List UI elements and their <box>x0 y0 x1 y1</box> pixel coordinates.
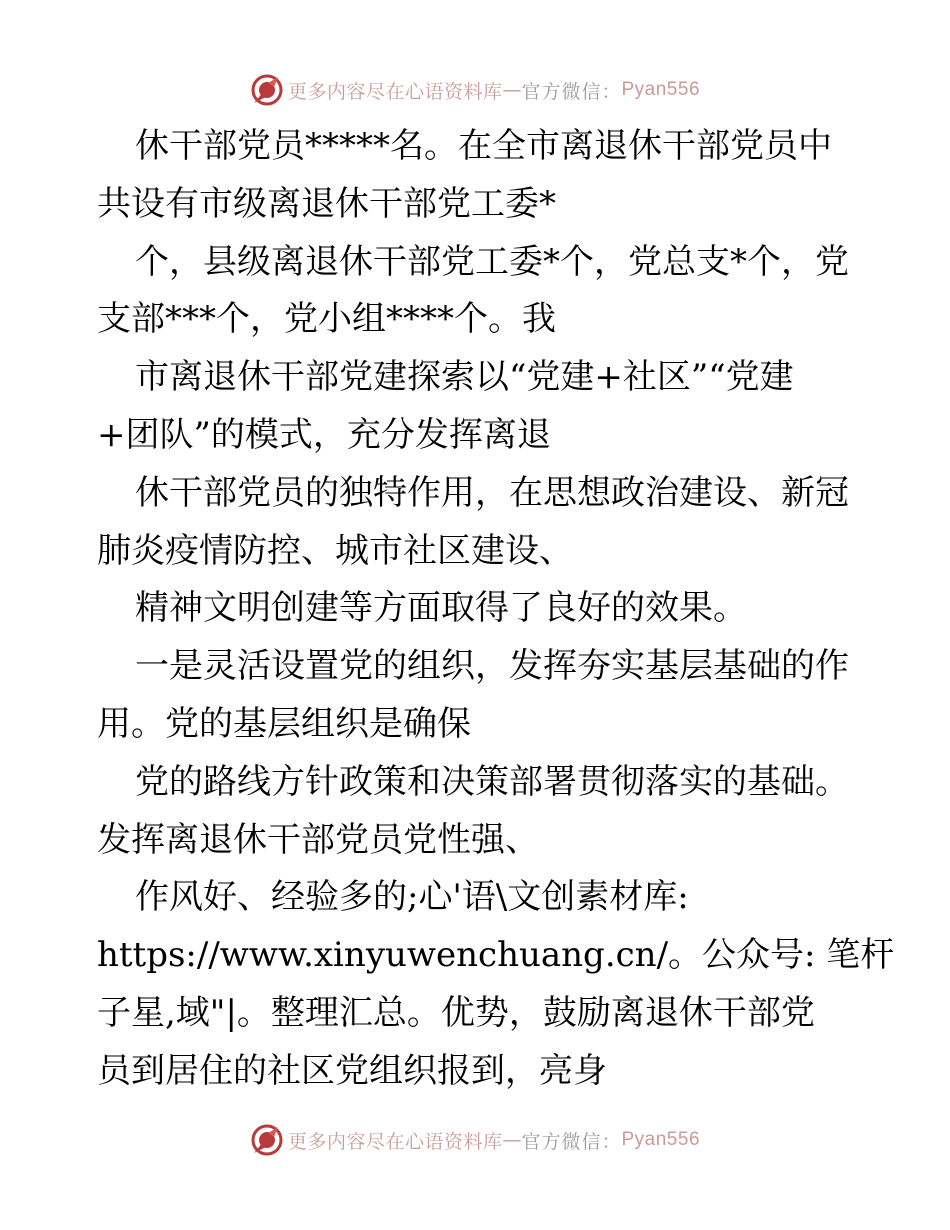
banner-wechat-id: Pyan556 <box>621 79 701 100</box>
document-body <box>97 118 895 1101</box>
banner-dash: — <box>502 1129 522 1151</box>
body-line: 市离退休干部党建探索以“党建+社区”“党建 <box>135 357 794 398</box>
body-line: 一是灵活设置党的组织，发挥夯实基层基础的作 <box>135 646 849 687</box>
body-line: 精神文明创建等方面取得了良好的效果。 <box>135 588 747 629</box>
body-line: 党的路线方针政策和决策部署贯彻落实的基础。 <box>135 761 849 802</box>
header-banner <box>0 70 950 110</box>
body-line: 支部***个，党小组****个。我 <box>97 299 556 340</box>
body-line: 休干部党员的独特作用，在思想政治建设、新冠 <box>135 472 849 513</box>
body-line: 用。党的基层组织是确保 <box>97 703 471 744</box>
body-line: 休干部党员*****名。在全市离退休干部党员中 <box>135 126 832 166</box>
banner-wechat-id: Pyan556 <box>621 1129 701 1150</box>
body-line: 发挥离退休干部党员党性强、 <box>97 819 539 860</box>
banner-label: 官方微信： <box>521 80 622 103</box>
body-line: 共设有市级离退休干部党工委* <box>97 183 556 224</box>
body-line: 肺炎疫情防控、城市社区建设、 <box>97 530 573 571</box>
banner-main-text: 更多内容尽在心语资料库 <box>287 1130 503 1153</box>
banner-dash: — <box>502 79 522 101</box>
body-line: 子星,域"|。整理汇总。优势，鼓励离退休干部党 <box>97 992 815 1033</box>
pen-nib-logo-icon <box>250 1123 284 1157</box>
body-line: 个，县级离退休干部党工委*个，党总支*个，党 <box>135 241 849 282</box>
body-line: +团队”的模式，充分发挥离退 <box>97 414 551 455</box>
body-line: https://www.xinyuwenchuang.cn/。公众号: 笔杆 <box>97 935 895 976</box>
banner-label: 官方微信： <box>521 1130 622 1153</box>
pen-nib-logo-icon <box>250 73 284 107</box>
banner-main-text: 更多内容尽在心语资料库 <box>287 80 503 103</box>
body-line: 员到居住的社区党组织报到，亮身 <box>97 1050 607 1091</box>
body-line: 作风好、经验多的;心'语\文创素材库: <box>135 877 689 918</box>
footer-banner <box>0 1120 950 1160</box>
